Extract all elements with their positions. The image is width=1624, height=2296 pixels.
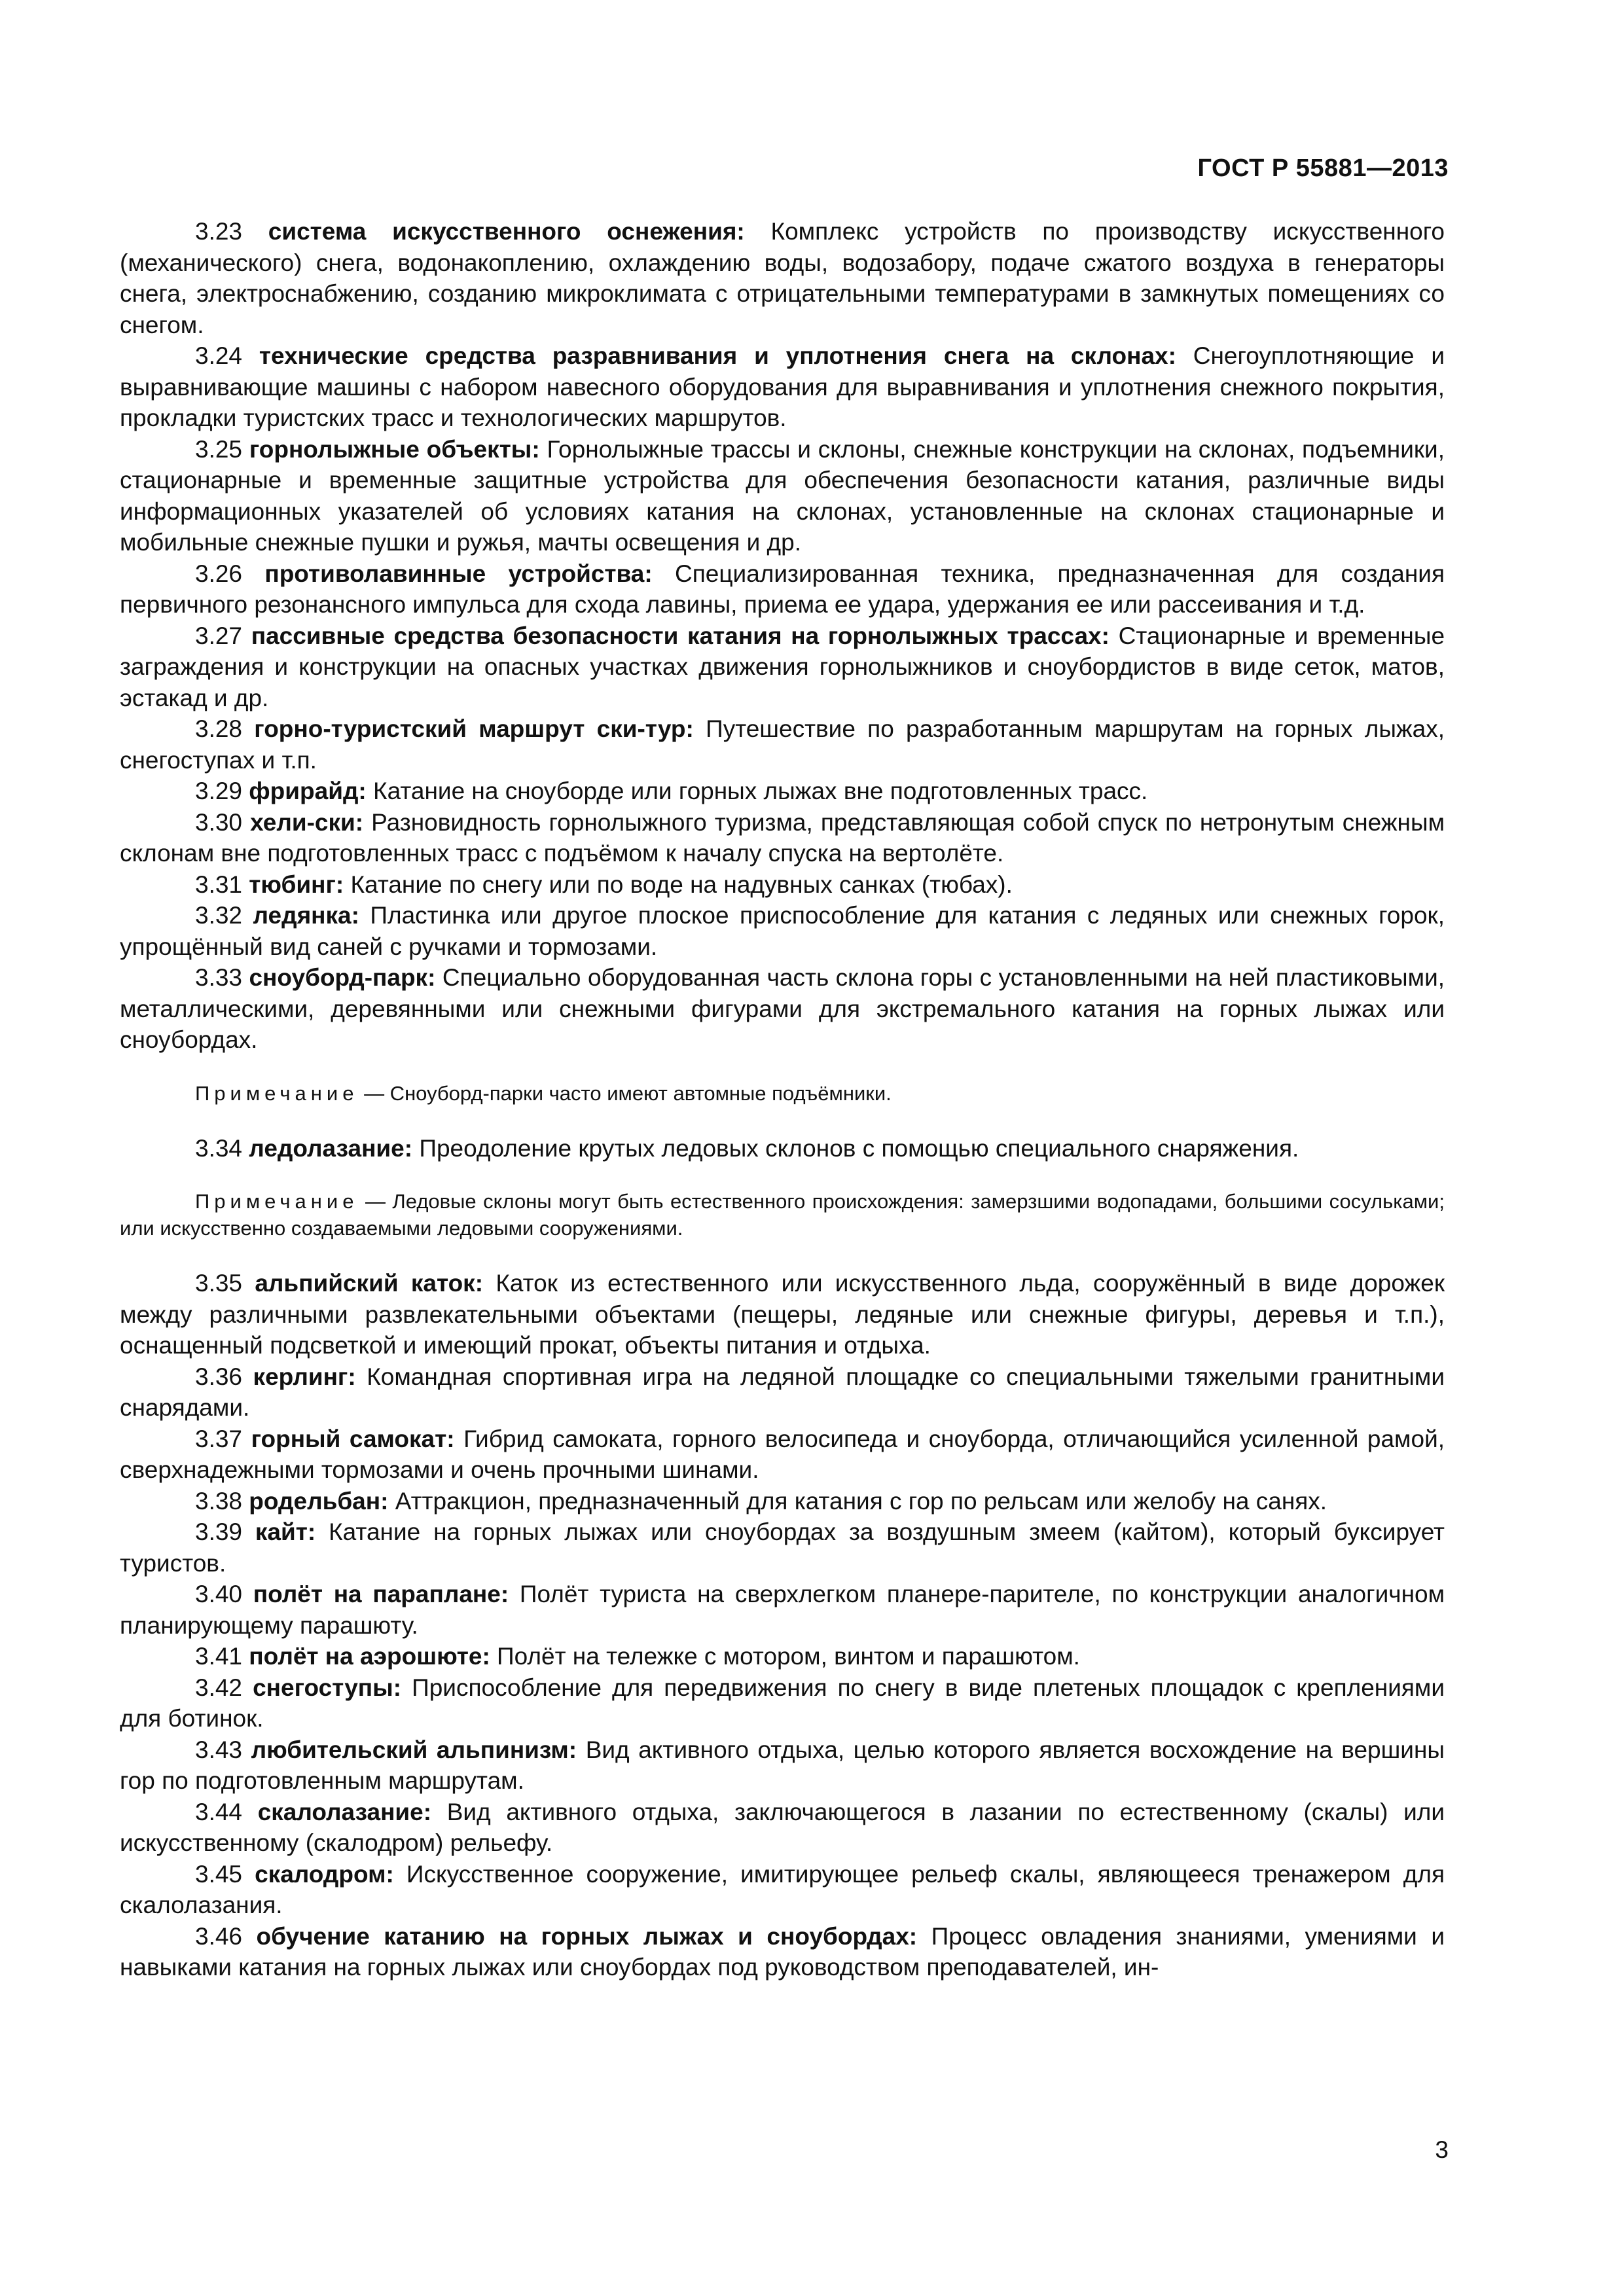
definition-entry: 3.32 ледянка: Пластинка или другое плоское приспособление для катания с ледяных или снежных горок, упрощённый вид саней с ручками и тормозами. — [120, 902, 1445, 960]
page-number: 3 — [1435, 2136, 1449, 2163]
note-label: Примечание — [195, 1081, 359, 1105]
definition-entry: 3.31 тюбинг: Катание по снегу или по воде на надувных санках (тюбах). — [195, 870, 1013, 898]
term: обучение катанию на горных лыжах и сноубордах: — [256, 1922, 918, 1950]
term: полёт на параплане: — [253, 1581, 509, 1607]
definition-entry: 3.35 альпийский каток: Каток из естественного или искусственного льда, сооружённый в виде дорожек между различными развлекательными объектами (пещеры, ледяные или снежные фигуры, деревья и т.п.), оснащенный подсветкой и имеющий прокат, объекты питания и отдыха. — [120, 1270, 1445, 1359]
term: пассивные средства безопасности катания на горнолыжных трассах: — [251, 622, 1110, 649]
definition-entry: 3.40 полёт на параплане: Полёт туриста на сверхлегком планере-парителе, по конструкции аналогичном планирующему парашюту. — [120, 1581, 1445, 1639]
definition-entry: 3.37 горный самокат: Гибрид самоката, горного велосипеда и сноуборда, отличающийся усиленной рамой, сверхнадежными тормозами и очень прочными шинами. — [120, 1425, 1445, 1483]
term: любительский альпинизм: — [251, 1736, 577, 1763]
term: снегоступы: — [253, 1674, 402, 1701]
definition-entry: 3.33 сноуборд-парк: Специально оборудованная часть склона горы с установленными на ней пластиковыми, металлическими, деревянными или снежными фигурами для экстремального катания на горных лыжах или сноубордах. — [120, 964, 1445, 1053]
definition-entry: 3.38 родельбан: Аттракцион, предназначенный для катания с гор по рельсам или желобу на санях. — [195, 1487, 1327, 1515]
definition-entry: 3.44 скалолазание: Вид активного отдыха, заключающегося в лазании по естественному (скалы) или искусственному (скалодром) рельефу. — [120, 1798, 1445, 1856]
term: горно-туристский маршрут ски-тур: — [254, 715, 694, 742]
definition-entry: 3.23 система искусственного оснежения: Комплекс устройств по производству искусственного (механического) снега, водонакоплению, охлаждению воды, водозабору, подаче сжатого воздуха в генераторы снега, электроснабжению, созданию микроклимата с отрицательными температурами в замкнутых помещениях со снегом. — [120, 218, 1445, 338]
term: хели-ски: — [250, 808, 364, 836]
term: ледолазание: — [249, 1134, 413, 1162]
definition-entry: 3.36 керлинг: Командная спортивная игра на ледяной площадке со специальными тяжелыми гранитными снарядами. — [120, 1363, 1445, 1421]
definition-entry: 3.39 кайт: Катание на горных лыжах или сноубордах за воздушным змеем (кайтом), который буксирует туристов. — [120, 1518, 1445, 1577]
term: ледянка: — [253, 902, 359, 929]
definition-entry: 3.41 полёт на аэрошюте: Полёт на тележке с мотором, винтом и парашютом. — [195, 1643, 1080, 1670]
term: система искусственного оснежения: — [268, 218, 745, 245]
term: родельбан: — [249, 1487, 389, 1515]
term: технические средства разравнивания и уплотнения снега на склонах: — [259, 342, 1176, 369]
definition-entry: 3.28 горно-туристский маршрут ски-тур: Путешествие по разработанным маршрутам на горных лыжах, снегоступах и т.п. — [120, 715, 1445, 774]
term: противолавинные устройства: — [264, 560, 653, 587]
definition-entry: 3.27 пассивные средства безопасности катания на горнолыжных трассах: Стационарные и временные заграждения и конструкции на опасных участках движения горнолыжников и сноубордистов в виде сеток, матов, эстакад и др. — [120, 622, 1445, 711]
definition-entry: 3.26 противолавинные устройства: Специализированная техника, предназначенная для создания первичного резонансного импульса для схода лавины, приема ее удара, удержания ее или рассеивания и т.д. — [120, 560, 1445, 618]
term: кайт: — [255, 1518, 316, 1545]
note: Примечание — Ледовые склоны могут быть естественного происхождения: замерзшими водопадами, большими сосульками; или искусственно создаваемыми ледовыми сооружениями. — [120, 1190, 1445, 1240]
term: фрирайд: — [249, 778, 367, 804]
note: Примечание — Сноуборд-парки часто имеют автомные подъёмники. — [195, 1081, 892, 1105]
term: скалодром: — [255, 1860, 394, 1888]
term: тюбинг: — [249, 870, 344, 898]
term: горнолыжные объекты: — [249, 435, 540, 463]
term: керлинг: — [253, 1363, 356, 1390]
term: сноуборд-парк: — [249, 964, 436, 991]
definition-entry: 3.42 снегоступы: Приспособление для передвижения по снегу в виде плетеных площадок с креплениями для ботинок. — [120, 1674, 1445, 1732]
definition-entry: 3.43 любительский альпинизм: Вид активного отдыха, целью которого является восхождение на вершины гор по подготовленным маршрутам. — [120, 1736, 1445, 1794]
definition-entry: 3.46 обучение катанию на горных лыжах и сноубордах: Процесс овладения знаниями, умениями и навыками катания на горных лыжах или сноубордах под руководством преподавателей, ин- — [120, 1922, 1445, 1981]
definition-entry: 3.25 горнолыжные объекты: Горнолыжные трассы и склоны, снежные конструкции на склонах, подъемники, стационарные и временные защитные устройства для обеспечения безопасности катания, различные виды информационных указателей об условиях катания на склонах, установленные на склонах стационарные и мобильные снежные пушки и ружья, мачты освещения и др. — [120, 435, 1445, 556]
term: полёт на аэрошюте: — [249, 1643, 490, 1670]
document-header: ГОСТ Р 55881—2013 — [1197, 154, 1449, 182]
definition-entry: 3.29 фрирайд: Катание на сноуборде или горных лыжах вне подготовленных трасс. — [195, 778, 1148, 804]
term: альпийский каток: — [255, 1270, 484, 1297]
term: скалолазание: — [257, 1798, 432, 1825]
definition-entry: 3.24 технические средства разравнивания и уплотнения снега на склонах: Снегоуплотняющие и выравнивающие машины с набором навесного оборудования для выравнивания и уплотнения снежного покрытия, прокладки туристских трасс и технологических маршрутов. — [120, 342, 1445, 431]
definition-entry: 3.30 хели-ски: Разновидность горнолыжного туризма, представляющая собой спуск по нетронутым снежным склонам вне подготовленных трасс с подъёмом к началу спуска на вертолёте. — [120, 808, 1445, 867]
definition-entry: 3.45 скалодром: Искусственное сооружение, имитирующее рельеф скалы, являющееся тренажером для скалолазания. — [120, 1860, 1445, 1918]
document-body — [120, 216, 1445, 1983]
note-label: Примечание — [195, 1190, 359, 1213]
definition-entry: 3.34 ледолазание: Преодоление крутых ледовых склонов с помощью специального снаряжения. — [195, 1134, 1299, 1162]
term: горный самокат: — [251, 1425, 455, 1452]
